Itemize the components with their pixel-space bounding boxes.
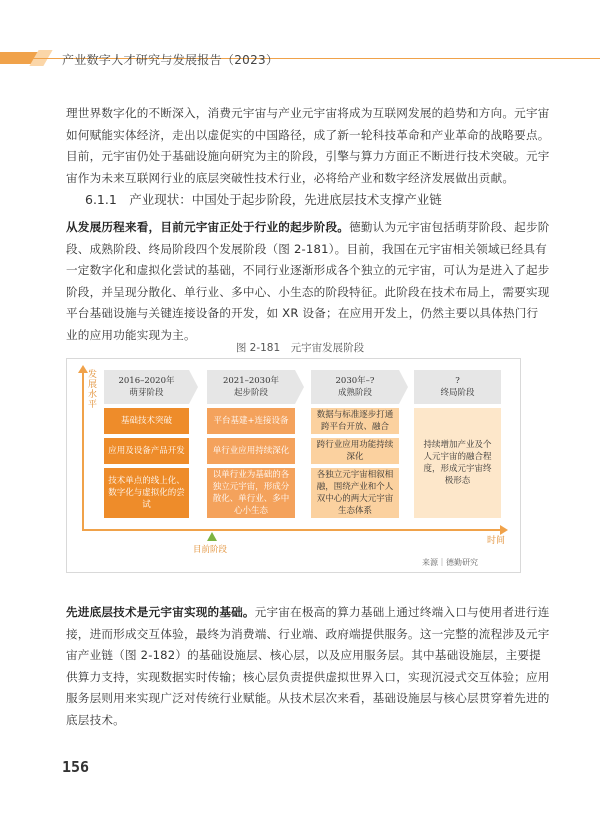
stage-header-2 bbox=[207, 370, 295, 404]
stage-name: 萌芽阶段 bbox=[129, 388, 164, 398]
stage1-cell-apps: 应用及设备产品开发 bbox=[104, 438, 189, 464]
stage2-cell-industry: 单行业应用持续深化 bbox=[207, 438, 295, 464]
stage3-cell-dualcenter: 各独立元宇宙相叙相融，围绕产业和个人双中心的两大元宇宙生态体系 bbox=[311, 468, 399, 518]
stage-period: 2030年–? bbox=[335, 376, 375, 386]
paragraph-tech-foundation-text: 元宇宙在极高的算力基础上通过终端入口与使用者进行连接，进而形成交互体验，最终为消费端、行业端、政府端提供服务。这一完整的流程涉及元宇宙产业链（图 2-182）的基础设施层、核心层，以及应用服务层。其中基础设施层，主要提供算力支持，实现数据实时传输；核心层负责提供虚拟世界入口，实现沉浸式交互体验；应用服务层则用来实现广泛对传统行业赋能。从技术层次来看，基础设施层与核心层贯穿着先进的底层技术。 bbox=[66, 605, 550, 727]
current-stage-label: 目前阶段 bbox=[193, 545, 228, 555]
paragraph-development-lead: 从发展历程来看，目前元宇宙正处于行业的起步阶段。 bbox=[66, 220, 350, 234]
intro-paragraph: 理世界数字化的不断深入，消费元宇宙与产业元宇宙将成为互联网发展的趋势和方向。元宇宙如何赋能实体经济，走出以虚促实的中国路径，成了新一轮科技革命和产业革命的战略要点。目前，元宇宙仍处于基础设施向研究为主的阶段，引擎与算力方面正不断进行技术突破。元宇宙作为未来互联网行业的底层突破性技术行业，必将给产业和数字经济发展做出贡献。 bbox=[66, 106, 550, 185]
stage-name: 终局阶段 bbox=[440, 388, 475, 398]
page-number: 156 bbox=[62, 758, 90, 776]
figure-source: 来源｜德勤研究 bbox=[422, 558, 478, 567]
running-title: 产业数字人才研究与发展报告（2023） bbox=[62, 53, 279, 67]
stage2-cell-ecosystem: 以单行业为基础的各独立元宇宙，形成分散化、单行业、多中心小生态 bbox=[207, 468, 295, 518]
stage-period: ? bbox=[455, 376, 460, 386]
stage3-cell-data: 数据与标准逐步打通跨平台开放、融合 bbox=[311, 408, 399, 434]
stage-period: 2016–2020年 bbox=[118, 376, 175, 386]
stage1-cell-digital: 技术单点的线上化、数字化与虚拟化的尝试 bbox=[104, 468, 189, 518]
current-stage-marker-icon bbox=[207, 532, 217, 541]
x-axis bbox=[82, 529, 500, 531]
paragraph-tech-foundation bbox=[66, 602, 550, 732]
y-axis bbox=[82, 370, 84, 530]
stage-header-1 bbox=[104, 370, 189, 404]
y-axis-label: 发展水平 bbox=[88, 370, 98, 410]
stage3-cell-crossindustry: 跨行业应用功能持续深化 bbox=[311, 438, 399, 464]
figure-caption: 图 2-181 元宇宙发展阶段 bbox=[235, 342, 365, 354]
stage-header-4 bbox=[414, 370, 501, 404]
paragraph-development-text: 德勤认为元宇宙包括萌芽阶段、起步阶段、成熟阶段、终局阶段四个发展阶段（图 2-181）。目前，我国在元宇宙相关领域已经具有一定数字化和虚拟化尝试的基础，不同行业逐渐形成各个独立的元宇宙，可认为是进入了起步阶段，并呈现分散化、单行业、多中心、小生态的阶段特征。此阶段在技术布局上，需要实现平台基础设施与关键连接设备的开发，如 XR 设备；在应用开发上，仍然主要以具体热门行业的应用功能实现为主。 bbox=[66, 220, 550, 342]
stage4-cell-final: 持续增加产业及个人元宇宙的融合程度，形成元宇宙终极形态 bbox=[414, 408, 501, 518]
stage2-cell-platform: 平台基建+连接设备 bbox=[207, 408, 295, 434]
stage-period: 2021–2030年 bbox=[222, 376, 279, 386]
stage-name: 成熟阶段 bbox=[337, 388, 372, 398]
stage-name: 起步阶段 bbox=[233, 388, 268, 398]
stage1-cell-tech: 基础技术突破 bbox=[104, 408, 189, 434]
paragraph-development bbox=[66, 217, 550, 347]
section-heading: 6.1.1 产业现状：中国处于起步阶段，先进底层技术支撑产业链 bbox=[85, 192, 442, 207]
y-axis-arrow-icon bbox=[78, 365, 88, 373]
paragraph-tech-foundation-lead: 先进底层技术是元宇宙实现的基础。 bbox=[66, 605, 255, 619]
stage-header-3 bbox=[311, 370, 399, 404]
x-axis-label: 时间 bbox=[487, 536, 506, 546]
